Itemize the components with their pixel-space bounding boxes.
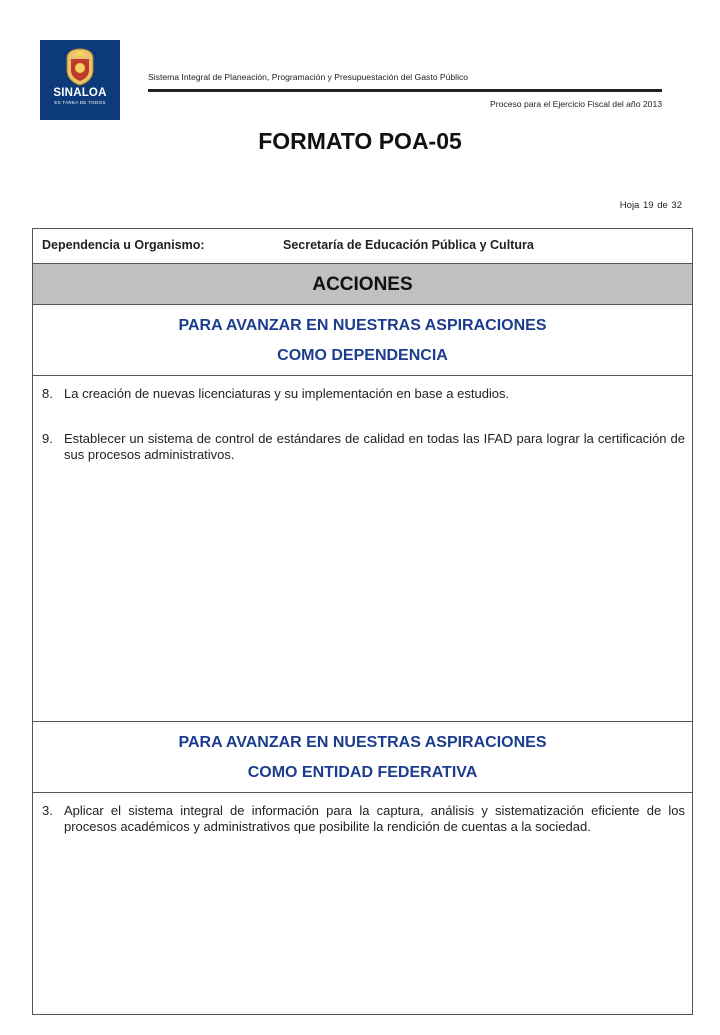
acciones-header: ACCIONES	[33, 264, 692, 305]
dependency-label: Dependencia u Organismo:	[42, 238, 205, 252]
dependency-row	[33, 229, 692, 264]
section-heading-line: PARA AVANZAR EN NUESTRAS ASPIRACIONES	[178, 317, 547, 334]
list-item	[42, 386, 685, 402]
poa-form	[32, 228, 693, 1015]
item-text: Aplicar el sistema integral de información para la captura, análisis y sistematización eficiente de los procesos académicos y administrativos que posibilite la rendición de cuentas a la sociedad.	[64, 803, 685, 834]
section-heading-line: COMO ENTIDAD FEDERATIVA	[247, 764, 478, 781]
section-heading-dependencia	[33, 305, 692, 376]
coat-of-arms-icon	[63, 46, 97, 86]
item-number: 3.	[42, 803, 53, 818]
logo-text: SINALOA	[53, 87, 107, 99]
section-heading-entidad	[33, 722, 692, 793]
item-number: 9.	[42, 431, 53, 446]
logo-subtext: ES TAREA DE TODOS	[54, 100, 106, 105]
dependency-value: Secretaría de Educación Pública y Cultura	[283, 238, 534, 252]
section-heading-line: PARA AVANZAR EN NUESTRAS ASPIRACIONES	[178, 734, 547, 751]
header-divider	[148, 89, 662, 92]
list-item	[42, 803, 685, 835]
section-body-entidad	[33, 793, 692, 1014]
section-heading-line: COMO DEPENDENCIA	[277, 347, 448, 364]
page-separator: de	[657, 200, 668, 211]
system-title: Sistema Integral de Planeación, Programación y Presupuestación del Gasto Público	[148, 72, 469, 82]
page-current: 19	[642, 200, 654, 211]
section-body-dependencia	[33, 376, 692, 722]
page-total: 32	[671, 200, 682, 211]
sinaloa-logo	[40, 40, 120, 120]
item-text: Establecer un sistema de control de estándares de calidad en todas las IFAD para lograr la certificación de sus procesos administrativos.	[64, 431, 685, 462]
page-counter	[620, 200, 682, 211]
item-text: La creación de nuevas licenciaturas y su implementación en base a estudios.	[64, 386, 510, 401]
list-item	[42, 431, 685, 463]
page-title: FORMATO POA-05	[258, 128, 462, 154]
item-number: 8.	[42, 386, 53, 401]
process-year: Proceso para el Ejercicio Fiscal del año 2013	[490, 99, 662, 109]
page-label: Hoja	[619, 200, 640, 211]
